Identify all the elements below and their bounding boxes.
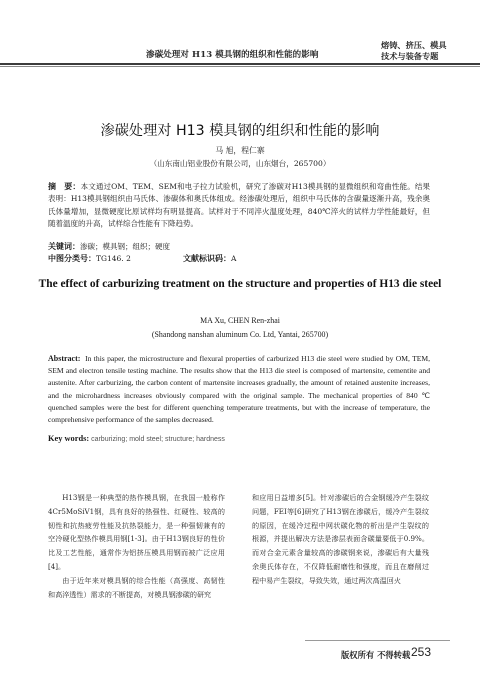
body-column-left bbox=[48, 491, 225, 601]
cn-keywords-label: 关键词： bbox=[48, 242, 80, 251]
footer-copyright: 版权所有 不得转载 bbox=[341, 650, 411, 660]
cn-doc-code bbox=[183, 253, 236, 264]
cn-class-value: TG146. 2 bbox=[96, 254, 131, 263]
en-abstract-label: Abstract: bbox=[48, 354, 81, 363]
header-rule-thin bbox=[0, 66, 480, 67]
cn-doc-value: A bbox=[231, 254, 237, 263]
body-column-right bbox=[252, 491, 429, 588]
section-label bbox=[381, 40, 447, 62]
en-authors: MA Xu, CHEN Ren-zhai bbox=[200, 316, 280, 325]
en-affiliation: (Shandong nanshan aluminum Co. Ltd, Yantai, 265700) bbox=[151, 330, 329, 339]
cn-abstract-text: 本文通过OM、TEM、SEM和电子拉力试验机，研究了渗碳对H13模具钢的显微组织和弯曲性能。结果表明：H13模具钢组织由马氏体、渗碳体和奥氏体组成。经渗碳处理后，组织中马氏体的含碳量逐渐升高，残余奥氏体量增加，显微硬度比原试样均有明显提高。试样对于不同淬火温度处理，840℃淬火的试样力学性能最好，但随着温度的升高，试样综合性能有下降趋势。 bbox=[48, 182, 431, 228]
footer-rule bbox=[305, 640, 450, 641]
en-abstract bbox=[48, 353, 430, 426]
cn-affiliation: （山东南山铝业股份有限公司，山东烟台，265700） bbox=[149, 159, 331, 168]
running-header bbox=[0, 0, 480, 66]
body-paragraph: 和应用日益增多[5]。针对渗碳后的合金钢缓冷产生裂纹问题，FEI等[6]研究了H13钢在渗碳后，缓冷产生裂纹的原因，在缓冷过程中网状碳化物的析出是产生裂纹的根源，并提出解决方法是渗层表面含碳量要低于0.9%。而对合金元素含量较高的渗碳钢来说，渗碳后有大量残余奥氏体存在，不仅降低耐磨性和强度，而且在磨削过程中易产生裂纹，导致失效，通过两次高温回火 bbox=[252, 493, 429, 585]
body-paragraph: 由于近年来对模具钢的综合性能（高强度、高韧性和高淬透性）需求的不断提高，对模具钢渗碳的研究 bbox=[48, 575, 225, 599]
cn-authors: 马 旭，程仁寨 bbox=[215, 146, 265, 155]
cn-classification bbox=[48, 253, 131, 264]
cn-abstract-label: 摘 要： bbox=[48, 182, 81, 191]
cn-keywords bbox=[48, 241, 170, 252]
page-number: 253 bbox=[411, 645, 432, 659]
body-paragraph: H13钢是一种典型的热作模具钢，在我国一般称作4Cr5MoSiV1钢，具有良好的热强性、红硬性、较高的韧性和抗热疲劳性能及抗热裂能力，是一种强韧兼有的空冷硬化型热作模具用钢[1-3]。由于H13钢良好的性价比及工艺性能，通常作为铝挤压模具用钢而被广泛应用[4]。 bbox=[48, 493, 225, 571]
en-title: The effect of carburizing treatment on the structure and properties of H13 die steel bbox=[38, 278, 442, 290]
section-label-line1: 熔铸、挤压、模具 bbox=[381, 40, 447, 50]
header-rule bbox=[0, 63, 480, 65]
en-keywords-text: carburizing; mold steel; structure; hardness bbox=[91, 436, 225, 443]
cn-doc-label: 文献标识码： bbox=[183, 254, 231, 263]
running-title: 渗碳处理对 H13 模具钢的组织和性能的影响 bbox=[146, 50, 319, 60]
cn-title: 渗碳处理对 H13 模具钢的组织和性能的影响 bbox=[100, 123, 380, 139]
en-abstract-text: In this paper, the microstructure and flexural properties of carburized H13 die steel were studied by OM, TEM, SEM and electron tensile testing machine. The results show that the H13 die steel is composed of martensite, cementite and austenite. After carburizing, the carbon content of martensite increases gradually, the amount of retained austenite increases, and the microhardness increases obviously compared with the original sample. The mechanical properties of 840 ℃ quenched samples were the best for different quenching temperature treatments, but with the increase of temperature, the comprehensive performance of the samples decreased. bbox=[48, 354, 431, 425]
cn-class-label: 中图分类号： bbox=[48, 254, 96, 263]
cn-keywords-text: 渗碳；模具钢；组织；硬度 bbox=[80, 242, 170, 251]
cn-abstract bbox=[48, 181, 430, 230]
en-keywords-label: Key words: bbox=[48, 434, 90, 443]
section-label-line2: 技术与装备专题 bbox=[381, 51, 439, 61]
en-keywords bbox=[48, 434, 225, 443]
